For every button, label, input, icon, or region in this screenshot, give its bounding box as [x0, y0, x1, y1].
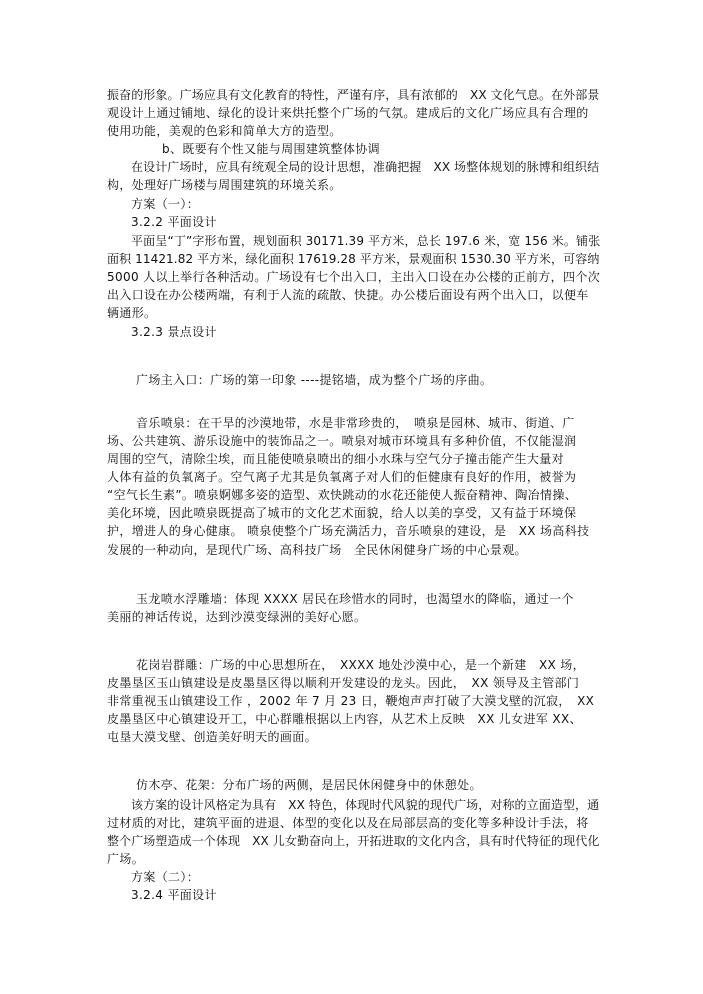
section-heading: 3.2.2 平面设计 — [131, 215, 217, 229]
paragraph-lead: 广场主入口：广场的第一印象 ----提铭墙，成为整个广场的序曲。 — [136, 373, 493, 387]
text-line: 振奋的形象。广场应具有文化教育的特性，严谨有序，具有浓郁的 XX 文化气息。在外部景 — [107, 88, 600, 102]
paragraph-lead: 花岗岩群雕：广场的中心思想所在， XXXX 地处沙漠中心，是一个新建 XX 场， — [136, 658, 585, 672]
text-line: 发展的一种动向，是现代广场、高科技广场 全民休闲健身广场的中心景观。 — [107, 543, 527, 557]
text-line: 美丽的神话传说，达到沙漠变绿洲的美好心愿。 — [107, 610, 367, 624]
text-line: 该方案的设计风格定为具有 XX 特色，体现时代风貌的现代广场，对称的立面造型，通 — [131, 798, 600, 812]
section-heading: 3.2.3 景点设计 — [131, 325, 217, 339]
section-heading: 方案（一）： — [131, 197, 200, 211]
text-line: 护，增进人的身心健康。 喷泉使整个广场充满活力，音乐喷泉的建设，是 XX 场高科技 — [107, 524, 590, 538]
text-line: 观设计上通过铺地、绿化的设计来烘托整个广场的气氛。建成后的文化广场应具有合理的 — [107, 106, 589, 120]
text-line: 过材质的对比，建筑平面的进退、体型的变化以及在局部层高的变化等多种设计手法，将 — [107, 816, 589, 830]
text-line: 整个广场塑造成一个体现 XX 儿女勤奋向上，开拓进取的文化内含，具有时代特征的现代化 — [107, 834, 600, 848]
section-heading: 3.2.4 平面设计 — [131, 888, 217, 902]
paragraph-lead: 玉龙喷水浮雕墙：体现 XXXX 居民在珍惜水的同时，也渴望水的降临，通过一个 — [136, 592, 574, 606]
paragraph-lead: 仿木亭、花架：分布广场的两侧，是居民休闲健身中的休憩处。 — [136, 778, 482, 792]
text-line: 人体有益的负氧离子。空气离子尤其是负氧离子对人们的佢健康有良好的作用，被誉为 — [107, 470, 577, 484]
text-line: “空气长生素”。喷泉婀娜多姿的造型、欢快跳动的水花还能使人振奋精神、陶冶情操、 — [107, 488, 578, 502]
text-line: 在设计广场时，应具有统观全局的设计思想，准确把握 XX 场整体规划的脉博和组织结 — [131, 160, 600, 174]
text-line: 非常重视玉山镇建设工作 ，2002 年 7 月 23 日，鞭炮声声打破了大漠戈壁的沉寂， XX — [107, 694, 595, 708]
text-line: 周围的空气，清除尘埃，而且能使喷泉喷出的细小水珠与空气分子撞击能产生大量对 — [107, 452, 564, 466]
text-line: 出入口设在办公楼两端，有利于人流的疏散、快捷。办公楼后面设有两个出入口，以便车 — [107, 288, 589, 302]
text-line: 皮墨垦区玉山镇建设是皮墨垦区得以顺利开发建设的龙头。因此， XX 领导及主管部门 — [107, 676, 580, 690]
text-line: 广场。 — [107, 852, 145, 866]
section-heading: 方案（二）： — [131, 870, 200, 884]
text-line: 美化环境，因此喷泉既提高了城市的文化艺术面貌，给人以美的享受，又有益于环境保 — [107, 506, 577, 520]
text-line: 使用功能，美观的色彩和简单大方的造型。 — [107, 124, 342, 138]
section-subheading: b、既要有个性又能与周围建筑整体协调 — [162, 142, 380, 156]
text-line: 5000 人以上举行各种活动。广场设有七个出入口，主出入口设在办公楼的正前方，四个次 — [107, 270, 601, 284]
text-line: 平面呈“丁”字形布置，规划面积 30171.39 平方米，总长 197.6 米，宽 156 米。铺张 — [131, 234, 601, 248]
text-line: 面积 11421.82 平方米，绿化面积 17619.28 平方米，景观面积 1530.30 平方米，可容纳 — [107, 252, 600, 266]
text-line: 屯垦大漠戈壁、创造美好明天的画面。 — [107, 730, 317, 744]
paragraph-lead: 音乐喷泉：在干旱的沙漠地带，水是非常珍贵的， 喷泉是园林、城市、街道、广 — [136, 416, 575, 430]
text-line: 皮墨垦区中心镇建设开工，中心群雕根据以上内容，从艺术上反映 XX 儿女进军 XX、 — [107, 712, 582, 726]
text-line: 场、公共建筑、游乐设施中的装饰品之一。喷泉对城市环境具有多种价值，不仅能湿润 — [107, 434, 577, 448]
text-line: 构，处理好广场楼与周围建筑的环境关系。 — [107, 178, 342, 192]
text-line: 辆通形。 — [107, 306, 157, 320]
